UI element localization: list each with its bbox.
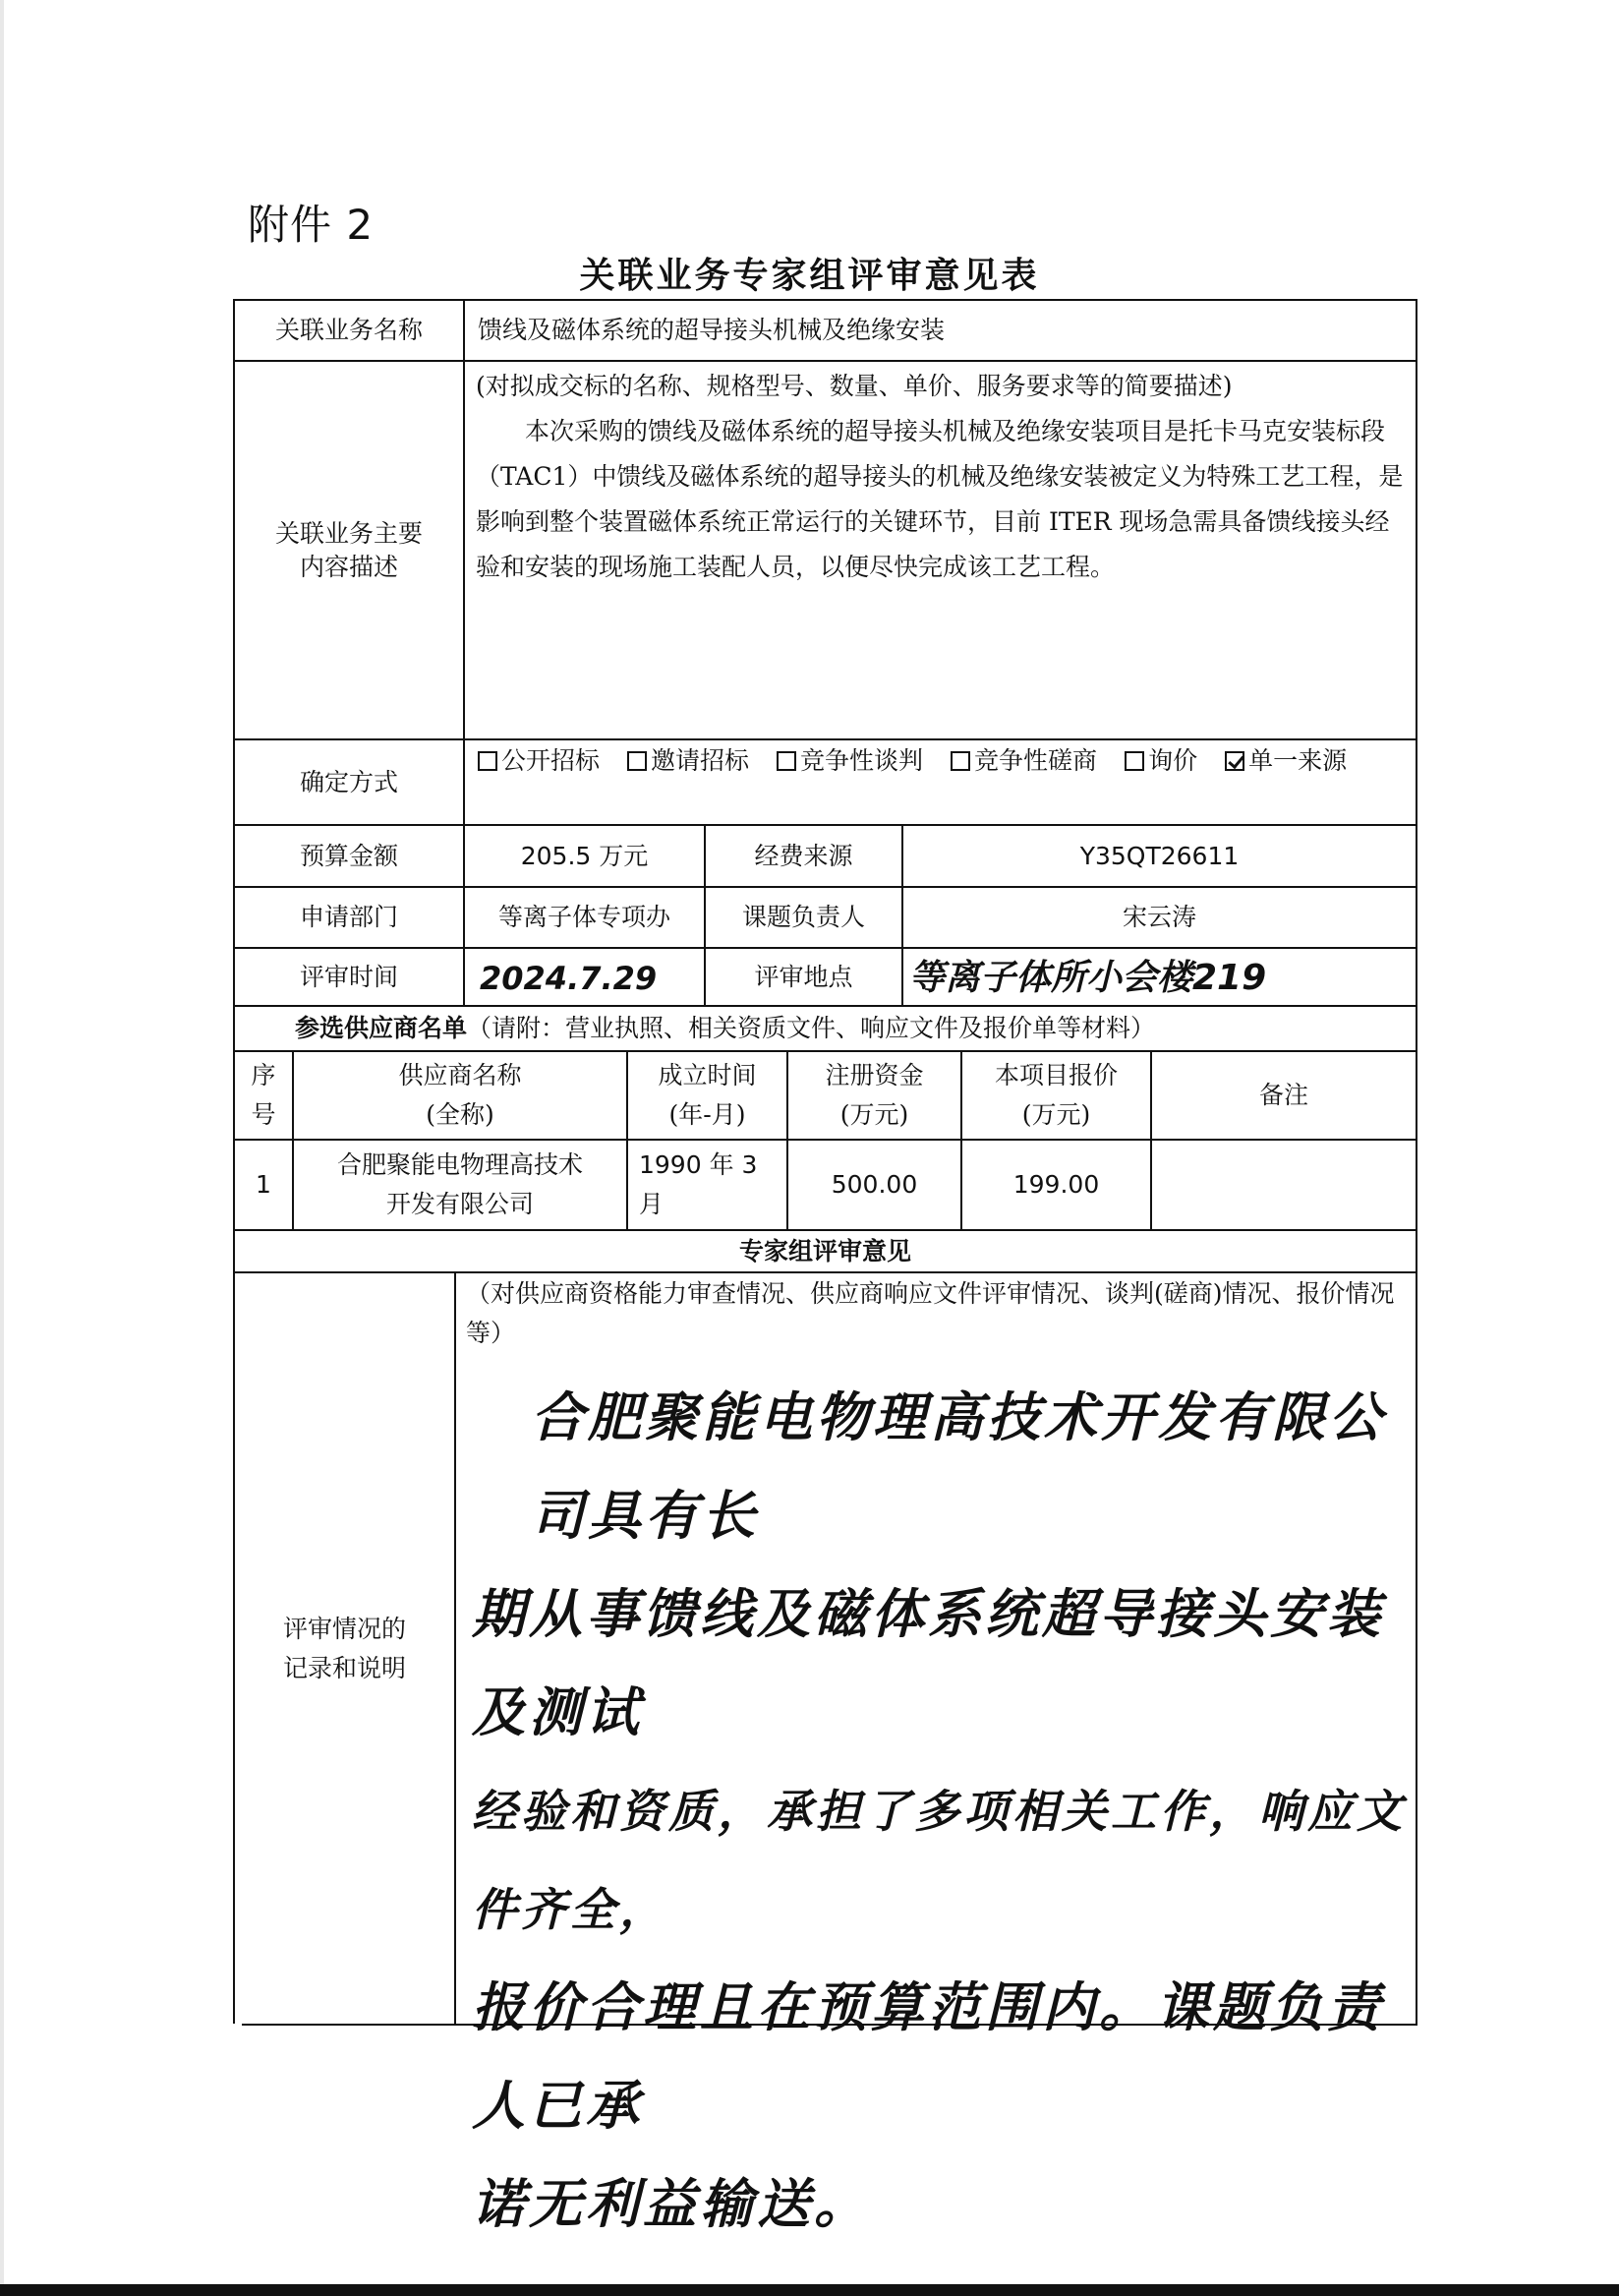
scan-bottom-edge	[0, 2284, 1619, 2296]
department-label: 申请部门	[299, 903, 398, 931]
col-seq-header	[235, 1052, 292, 1139]
method-option[interactable]	[951, 744, 1097, 778]
method-label: 确定方式	[299, 767, 398, 796]
row-remark	[1152, 1141, 1416, 1229]
row-capital: 500.00	[831, 1170, 918, 1199]
method-option-label: 邀请招标	[651, 746, 750, 775]
method-option-label: 询价	[1148, 746, 1198, 775]
project-leader-label: 课题负责人	[741, 903, 865, 931]
method-option[interactable]	[1225, 744, 1347, 778]
opinion-line: 期从事馈线及磁体系统超导接头安装及测试	[472, 1583, 1384, 1743]
opinion-line: 经验和资质，承担了多项相关工作，响应文件齐全，	[472, 1785, 1406, 1936]
description-label-line1: 关联业务主要	[274, 518, 423, 548]
col-quote-line2: (万元)	[1021, 1100, 1091, 1129]
col-remark-header: 备注	[1258, 1081, 1308, 1109]
checkbox-checked-icon[interactable]	[1225, 751, 1244, 771]
checkbox-icon[interactable]	[1125, 751, 1144, 771]
expert-record-label	[235, 1273, 454, 2024]
description-label-line2: 内容描述	[299, 552, 398, 581]
method-option-label: 单一来源	[1248, 746, 1348, 775]
funding-source-value: Y35QT26611	[1079, 841, 1240, 870]
method-options	[478, 744, 1412, 823]
row-quote: 199.00	[1012, 1170, 1100, 1199]
col-seq-line2: 号	[251, 1100, 276, 1129]
col-capital-header	[788, 1052, 960, 1139]
col-supplier-name-line1: 供应商名称	[398, 1061, 522, 1089]
expert-opinion-heading: 专家组评审意见	[738, 1236, 911, 1266]
attachment-label: 附件 2	[248, 201, 375, 249]
supplier-list-heading-bold: 参选供应商名单	[295, 1014, 468, 1042]
checkbox-icon[interactable]	[478, 751, 497, 771]
method-option-label: 竞争性谈判	[800, 746, 924, 775]
col-capital-line1: 注册资金	[825, 1061, 924, 1089]
description-label	[235, 362, 463, 738]
supplier-list-heading-note: （请附：营业执照、相关资质文件、响应文件及报价单等材料）	[467, 1014, 1156, 1042]
review-place-value: 等离子体所小会楼219	[909, 958, 1267, 998]
business-name-label: 关联业务名称	[274, 316, 423, 344]
col-quote-header	[962, 1052, 1150, 1139]
method-option[interactable]	[1125, 744, 1197, 778]
department-value: 等离子体专项办	[497, 903, 670, 931]
funding-source-label: 经费来源	[754, 841, 853, 870]
col-seq-line1: 序	[251, 1061, 276, 1089]
page-edge	[0, 0, 4, 2296]
business-name-value: 馈线及磁体系统的超导接头机械及绝缘安装	[478, 316, 946, 344]
row-supplier-name-line2: 开发有限公司	[385, 1190, 534, 1218]
method-option[interactable]	[777, 744, 923, 778]
expert-record-label-line1: 评审情况的	[282, 1614, 406, 1643]
budget-value: 205.5 万元	[520, 841, 649, 870]
budget-label: 预算金额	[299, 841, 398, 870]
checkbox-icon[interactable]	[951, 751, 970, 771]
checkbox-icon[interactable]	[627, 751, 647, 771]
review-place-label: 评审地点	[754, 962, 853, 991]
expert-record-label-line2: 记录和说明	[282, 1653, 406, 1682]
review-time-label: 评审时间	[299, 962, 398, 991]
checkbox-icon[interactable]	[777, 751, 796, 771]
opinion-line: 报价合理且在预算范围内。课题负责人已承	[472, 1976, 1384, 2137]
project-leader-value: 宋云涛	[1122, 903, 1196, 931]
col-capital-line2: (万元)	[839, 1100, 909, 1129]
supplier-list-heading	[295, 1007, 1412, 1050]
row-established	[639, 1141, 786, 1229]
description-content	[476, 364, 1410, 737]
col-established-header	[628, 1052, 786, 1139]
method-option-label: 竞争性磋商	[974, 746, 1098, 775]
review-time-value: 2024.7.29	[480, 960, 658, 997]
opinion-line: 诺无利益输送。	[472, 2173, 871, 2235]
row-established-line1: 1990 年 3	[639, 1150, 758, 1179]
opinion-line: 合肥聚能电物理高技术开发有限公司具有长	[531, 1386, 1386, 1547]
col-supplier-name-line2: (全称)	[426, 1100, 494, 1129]
col-established-line2: (年-月)	[668, 1100, 746, 1129]
col-established-line1: 成立时间	[658, 1061, 757, 1089]
col-quote-line1: 本项目报价	[994, 1061, 1118, 1089]
row-supplier-name-line1: 合肥聚能电物理高技术	[336, 1150, 583, 1179]
description-body: 本次采购的馈线及磁体系统的超导接头机械及绝缘安装项目是托卡马克安装标段（TAC1）中馈线及磁体系统的超导接头的机械及绝缘安装被定义为特殊工艺工程，是影响到整个装置磁体系统正常运行的关键环节，目前 ITER 现场急需具备馈线接头经验和安装的现场施工装配人员，以便尽快完成该工艺工程。	[476, 417, 1404, 581]
row-supplier-name	[294, 1141, 626, 1229]
document-title: 关联业务专家组评审意见表	[579, 256, 1040, 296]
expert-opinion-handwriting	[472, 1369, 1411, 2235]
method-option[interactable]	[627, 744, 749, 778]
col-supplier-name-header	[294, 1052, 626, 1139]
row-established-line2: 月	[639, 1190, 665, 1218]
method-option-label: 公开招标	[501, 746, 601, 775]
description-hint: (对拟成交标的名称、规格型号、数量、单价、服务要求等的简要描述)	[476, 372, 1233, 400]
method-option[interactable]	[478, 744, 600, 778]
expert-hint: （对供应商资格能力审查情况、供应商响应文件评审情况、谈判(磋商)情况、报价情况等）	[466, 1279, 1395, 1347]
row-seq: 1	[256, 1170, 271, 1199]
